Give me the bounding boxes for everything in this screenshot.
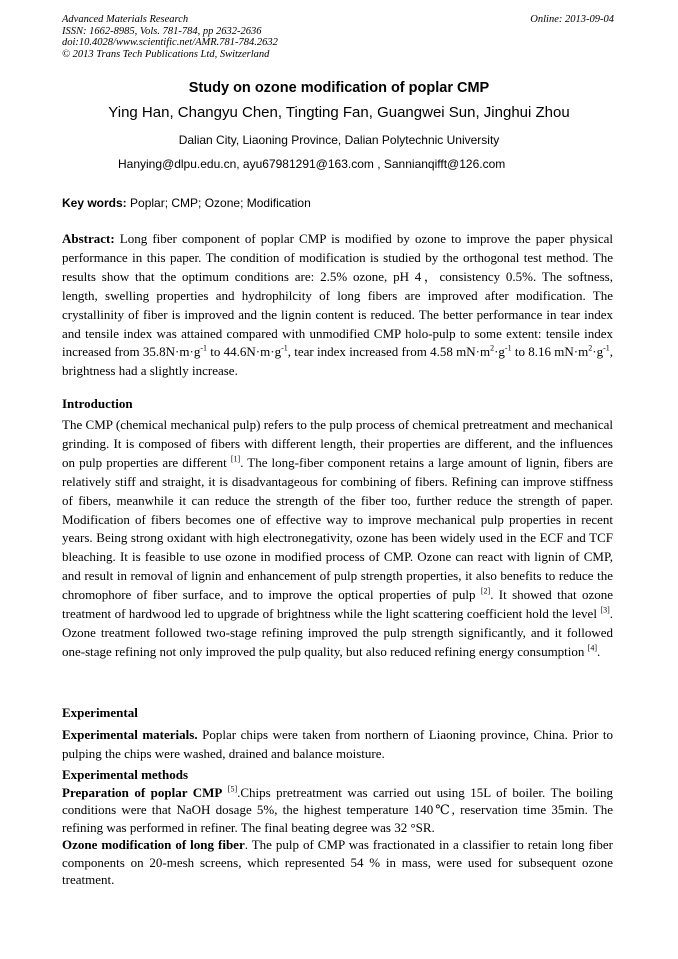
intro-text: The CMP (chemical mechanical pulp) refers to the pulp process of chemical pretreatment and mechanical grinding. It is composed of fibers with different length, their properties are different, and the influences on pulp properties are different (62, 417, 613, 470)
affiliation: Dalian City, Liaoning Province, Dalian Polytechnic University (178, 133, 500, 147)
section-heading-introduction: Introduction (62, 396, 133, 411)
introduction-body (62, 416, 613, 662)
superscript: -1 (281, 344, 288, 354)
abstract-text: Long fiber component of poplar CMP is modified by ozone to improve the paper physical performance in this paper. The condition of modification is studied by the orthogonal test method. The results show that the optimum conditions are: 2.5% ozone, pH 4，consistency 0.5%. The softness, length, swelling properties and hydrophilcity of long fibers are improved after modification. The crystallinity of fiber is improved and the lignin content is reduced. The better performance in tear index and tensile index was attained compared with unmodified CMP holo-pulp to some extent: tensile index increased from 35.8N·m·g (62, 231, 613, 360)
citation: [3] (600, 605, 610, 615)
ozone-label: Ozone modification of long fiber (62, 837, 245, 852)
ozone-paragraph (62, 836, 613, 889)
superscript: -1 (200, 344, 207, 354)
preparation-label: Preparation of poplar CMP (62, 784, 223, 800)
superscript: -1 (504, 344, 512, 354)
abstract (62, 230, 613, 381)
online-date: Online: 2013-09-04 (530, 14, 614, 25)
superscript: 2 (588, 344, 593, 354)
abstract-text: ·g (494, 344, 505, 360)
section-heading-experimental: Experimental (62, 705, 138, 720)
doi-line: doi:10.4028/www.scientific.net/AMR.781-784.2632 (62, 37, 278, 48)
journal-header (62, 14, 278, 60)
intro-text: . The long-fiber component retains a large amount of lignin, fibers are relatively stiff and straight, it is disadvantageous for combining of fibers. Refining can improve stiffness of fibers, meanwhile it can reduce the strength of the fiber too, further reduce the strength of paper. Modification of fibers becomes one of effective way to improve mechanical pulp properties in recent years. Being strong oxidant with high electronegativity, ozone has been widely used in the ECF and TCF bleaching. It is feasible to use ozone in modified process of CMP. Ozone can react with lignin of CMP, and result in removal of lignin and enhancement of pulp strength properties, it also benefits to reduce the chromophore of fiber surface, and to improve the optical properties of pulp (62, 454, 614, 603)
keywords-label: Key words: (62, 196, 127, 210)
citation: [1] (230, 454, 241, 464)
intro-text: . (596, 643, 601, 659)
experimental-methods (62, 766, 613, 889)
abstract-text: , brightness had a slightly increase. (62, 344, 613, 379)
abstract-text: , tear index increased from 4.58 mN·m (287, 344, 491, 360)
author-list: Ying Han, Changyu Chen, Tingting Fan, Guangwei Sun, Jinghui Zhou (108, 104, 570, 121)
author-emails: Hanying@dlpu.edu.cn, ayu67981291@163.com , Sannianqifft@126.com (118, 157, 506, 171)
keywords (62, 196, 311, 210)
intro-text: . Ozone treatment followed two-stage refining improved the pulp strength significantly, and it followed one-stage refining not only improved the pulp quality, but also reduced refining energy consumption (62, 606, 613, 659)
abstract-text: ·g (592, 344, 604, 360)
copyright-line: © 2013 Trans Tech Publications Ltd, Switzerland (62, 48, 270, 60)
intro-text: . It showed that ozone treatment of hardwood led to upgrade of brightness while the light scattering coefficient hold the level (62, 587, 613, 622)
abstract-text: to 8.16 mN·m (511, 344, 589, 360)
experimental-materials (62, 726, 613, 764)
materials-label: Experimental materials. (62, 727, 198, 742)
preparation-text: .Chips pretreatment was carried out using 15L of boiler. The boiling conditions were that NaOH dosage 5%, the highest temperature 140℃, reservation time 35min. The refining was performed in refiner. The final beating degree was 32 °SR. (62, 784, 614, 835)
ozone-text: . The pulp of CMP was fractionated in a classifier to retain long fiber components on 20-mesh screens, which represented 54 % in mass, were used for subsequent ozone treatment. (62, 837, 613, 887)
citation: [4] (587, 643, 597, 653)
abstract-text: to 44.6N·m·g (207, 344, 282, 360)
superscript: 2 (490, 344, 495, 354)
citation: [5] (227, 784, 238, 794)
abstract-label: Abstract: (62, 231, 115, 246)
keywords-text: Poplar; CMP; Ozone; Modification (126, 196, 311, 210)
materials-text: Poplar chips were taken from northern of Liaoning province, China. Prior to pulping the chips were washed, drained and balance moisture. (62, 727, 613, 761)
journal-name: Advanced Materials Research (62, 14, 189, 25)
issn-line: ISSN: 1662-8985, Vols. 781-784, pp 2632-2636 (62, 25, 262, 37)
paper-title: Study on ozone modification of poplar CMP (188, 80, 490, 96)
preparation-paragraph (62, 784, 613, 837)
citation: [2] (480, 586, 491, 596)
superscript: -1 (603, 344, 610, 354)
methods-heading: Experimental methods (62, 767, 189, 782)
